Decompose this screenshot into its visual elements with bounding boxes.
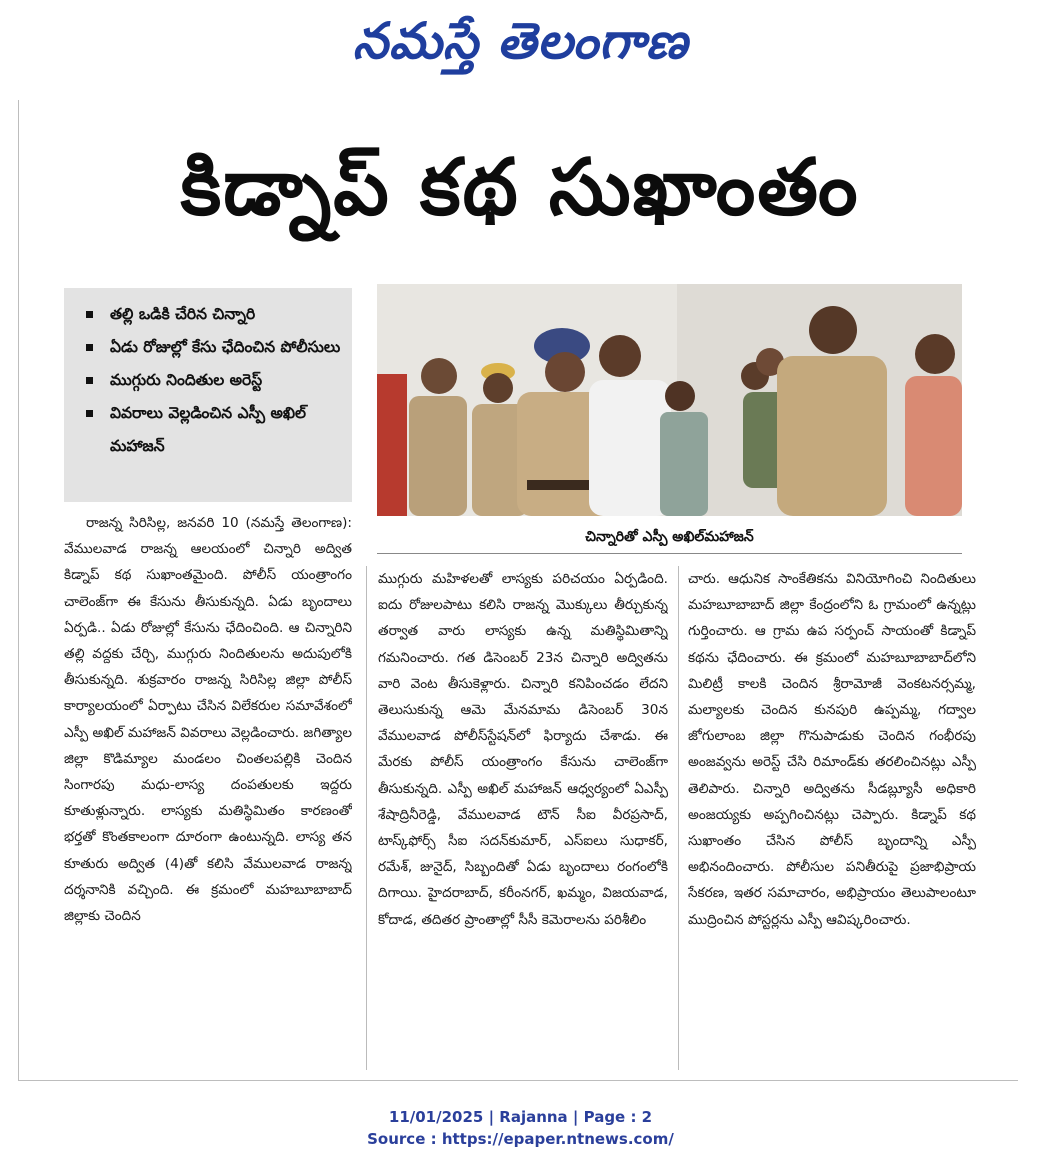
- square-bullet-icon: [86, 410, 93, 417]
- highlight-item: [84, 331, 342, 364]
- article-headline: కిడ్నాప్ కథ సుఖాంతం: [180, 143, 860, 233]
- footer-date-line: 11/01/2025 | Rajanna | Page : 2: [388, 1108, 653, 1126]
- photo-caption: చిన్నారితో ఎస్పీ అఖిల్‌మహాజన్: [585, 529, 754, 545]
- newspaper-masthead: నమస్తే తెలంగాణ: [352, 11, 689, 70]
- highlight-text: ముగ్గురు నిందితుల అరెస్ట్: [110, 371, 263, 389]
- article-column-3: చారు. ఆధునిక సాంకేతికను వినియోగించి నిందితులు మహబూబాబాద్ జిల్లా కేంద్రంలోని ఓ గ్రామంలో ఉన్నట్లు గుర్తించారు. ఆ గ్రామ ఉప సర్పంచ్ సాయంతో కిడ్నాప్ కథను ఛేదించారు. ఈ క్రమంలో మహబూబాబాద్‌లోని మిలిట్రీ కాలకి చెందిన శ్రీరామోజీ వెంకటనర్సమ్మ, మల్యాలకు చెందిన కునపురి ఉప్పమ్మ, గద్వాల జోగులాంబ జిల్లా గొనుపాడుకు చెందిన గంభీరపు అంజవ్వను అరెస్ట్ చేసి రిమాండ్‌కు తరలించినట్లు ఎస్పీ తెలిపారు. చిన్నారి అద్వితను సీడబ్ల్యూసీ అధికారి అంజయ్యకు అప్పగించినట్లు చెప్పారు. కిడ్నాప్ కథ సుఖాంతం చేసిన పోలీస్ బృందాన్ని ఎస్పీ అభినందించారు. పోలీసుల పనితీరుపై ప్రజాభిప్రాయ సేకరణ, ఇతర సమాచారం, అభిప్రాయం తెలుపాలంటూ ముద్రించిన పోస్టర్లను ఎస్పీ ఆవిష్కరించారు.: [688, 571, 976, 928]
- highlight-text: వివరాలు వెల్లడించిన ఎస్పీ అఖిల్ మహాజన్: [110, 404, 307, 455]
- highlights-box: [64, 288, 352, 502]
- footer-source-line: Source : https://epaper.ntnews.com/: [367, 1130, 674, 1148]
- article-column-2: ముగ్గురు మహిళలతో లాస్యకు పరిచయం ఏర్పడింది. ఐదు రోజులపాటు కలిసి రాజన్న మొక్కులు తీర్చుకున్న తర్వాత వారు లాస్యకు ఉన్న మతిస్థిమితాన్ని గమనించారు. గత డిసెంబర్ 23న చిన్నారి అద్వితను వారి వెంట తీసుకెళ్లారు. చిన్నారి కనిపించడం లేదని తెలుసుకున్న ఆమె మేనమామ డిసెంబర్ 30న వేములవాడ పోలీస్‌స్టేషన్‌లో ఫిర్యాదు చేశాడు. ఈ మేరకు పోలీస్ యంత్రాంగం కేసును చాలెంజ్‌గా తీసుకున్నది. ఎస్పీ అఖిల్ మహాజన్ ఆధ్వర్యంలో ఏఎస్పీ శేషాద్రినీరెడ్డి, వేములవాడ టౌన్ సీఐ వీరప్రసాద్, టాస్క్‌ఫోర్స్ సీఐ సదన్‌కుమార్, ఎస్‌ఐలు సుధాకర్, రమేశ్, జునైద్, సిబ్బందితో ఏడు బృందాలు రంగంలోకి దిగాయి. హైదరాబాద్, కరీంనగర్, ఖమ్మం, విజయవాడ, కోదాడ, తదితర ప్రాంతాల్లో సీసీ కెమెరాలను పరిశీలిం: [378, 571, 668, 928]
- page-border-left: [18, 100, 19, 1080]
- highlight-item: [84, 298, 342, 331]
- highlight-item: [84, 364, 342, 397]
- square-bullet-icon: [86, 311, 93, 318]
- news-photo: [377, 284, 962, 516]
- square-bullet-icon: [86, 344, 93, 351]
- page-footer: [0, 1106, 1041, 1150]
- square-bullet-icon: [86, 377, 93, 384]
- column-divider: [366, 566, 367, 1070]
- caption-divider: [377, 553, 962, 554]
- highlight-text: తల్లి ఒడికి చేరిన చిన్నారి: [110, 305, 256, 323]
- highlight-text: ఏడు రోజుల్లో కేసు ఛేదించిన పోలీసులు: [110, 338, 341, 356]
- highlight-item: [84, 397, 342, 463]
- column-divider: [678, 566, 679, 1070]
- article-column-1: రాజన్న సిరిసిల్ల, జనవరి 10 (నమస్తే తెలంగాణ): వేములవాడ రాజన్న ఆలయంలో చిన్నారి అద్విత కిడ్నాప్ కథ సుఖాంతమైంది. పోలీస్ యంత్రాంగం చాలెంజ్‌గా ఈ కేసును తీసుకున్నది. ఏడు బృందాలు ఏర్పడి.. ఏడు రోజుల్లో కేసును ఛేదించింది. ఆ చిన్నారిని తల్లి వద్దకు చేర్చి, ముగ్గురు నిందితులను అదుపులోకి తీసుకున్నది. శుక్రవారం రాజన్న సిరిసిల్ల జిల్లా పోలీస్ కార్యాలయంలో ఏర్పాటు చేసిన విలేకరుల సమావేశంలో ఎస్పీ అఖిల్ మహాజన్ వివరాలు వెల్లడించారు. జగిత్యాల జిల్లా కొడిమ్యాల మండలం చింతలపల్లికి చెందిన సింగారపు మధు-లాస్య దంపతులకు ఇద్దరు కూతుళ్లున్నారు. లాస్యకు మతిస్థిమితం కారణంతో భర్తతో కొంతకాలంగా దూరంగా ఉంటున్నది. లాస్య తన కూతురు అద్విత (4)తో కలిసి వేములవాడ రాజన్న దర్శనానికి వచ్చింది. ఈ క్రమంలో మహబూబాబాద్ జిల్లాకు చెందిన: [64, 515, 352, 925]
- page-border-bottom: [18, 1080, 1018, 1081]
